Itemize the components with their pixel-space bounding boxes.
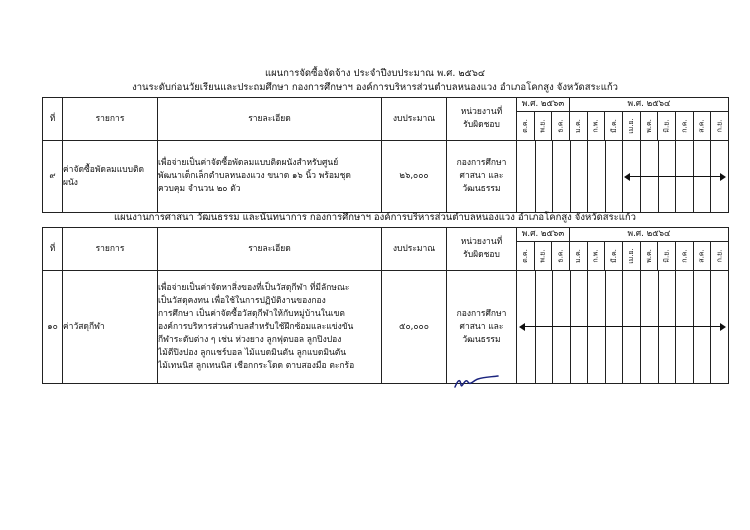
row-responsible-unit (447, 271, 517, 384)
row-detail-line: เป็นวัสดุคงทน เพื่อใช้ในการปฏิบัติงานของกอง (158, 295, 326, 306)
row-detail-line: เพื่อจ่ายเป็นค่าจัดหาสิ่งของที่เป็นวัสดุกีฬา ที่มีลักษณะ (158, 282, 350, 293)
month-label: ม.ค. (574, 248, 583, 263)
month-label: ส.ค. (697, 248, 706, 263)
table-row (43, 271, 729, 384)
month-header (640, 242, 658, 271)
row-number: ๙ (43, 141, 63, 213)
row-detail-line: ควบคุม จำนวน ๒๐ ตัว (158, 184, 241, 194)
header-detail: รายละเอียด (158, 98, 382, 141)
month-header (711, 242, 729, 271)
month-header (569, 112, 587, 141)
header-responsible-line: รับผิดชอบ (463, 120, 500, 130)
row-detail-line: องค์การบริหารส่วนตำบลสำหรับใช้ฝึกซ้อมและแข่งขัน (158, 321, 354, 332)
month-header (675, 112, 693, 141)
row-detail-line: กีฬาระดับต่าง ๆ เช่น ห่วงยาง ลูกฟุตบอล ลูกปิงปอง (158, 334, 342, 345)
procurement-table-2 (42, 227, 729, 384)
month-label: พ.ค. (644, 248, 653, 263)
month-label: ธ.ค. (556, 118, 565, 133)
month-header (622, 112, 640, 141)
month-header (693, 242, 711, 271)
month-gridline (587, 141, 588, 212)
header-year-2564: พ.ศ. ๒๕๖๔ (569, 228, 728, 242)
header-detail: รายละเอียด (158, 228, 382, 271)
row-item-line: ผนัง (63, 177, 78, 188)
header-year-2564: พ.ศ. ๒๕๖๔ (569, 98, 728, 112)
month-header (587, 242, 605, 271)
month-gridline (552, 141, 553, 212)
month-header (711, 112, 729, 141)
header-responsible (447, 228, 517, 271)
header-responsible-line: หน่วยงานที่ (460, 237, 503, 247)
month-label: ก.ค. (680, 248, 689, 263)
month-header (517, 112, 535, 141)
arrow-left-icon (624, 173, 630, 181)
header-responsible (447, 98, 517, 141)
month-label: พ.ค. (644, 118, 653, 133)
month-header (640, 112, 658, 141)
month-header (552, 242, 570, 271)
row-item-line: ค่าวัสดุกีฬา (63, 321, 105, 332)
month-label: มี.ค. (609, 248, 618, 263)
row-unit-line: กองการศึกษา (456, 308, 507, 319)
row-unit-line: วัฒนธรรม (462, 334, 501, 345)
month-gridline (605, 141, 606, 212)
month-label: มิ.ย. (662, 248, 671, 263)
header-responsible-line: รับผิดชอบ (463, 250, 500, 260)
header-no: ที่ (43, 98, 63, 141)
document-title: แผนการจัดซื้อจัดจ้าง ประจำปีงบประมาณ พ.ศ. ๒๕๖๔ (264, 68, 486, 79)
row-responsible-unit (447, 141, 517, 213)
month-label: พ.ย. (538, 248, 547, 263)
month-gridline (570, 141, 571, 212)
header-budget: งบประมาณ (382, 98, 447, 141)
signature-icon (452, 368, 502, 392)
timeline-arrow (624, 172, 725, 182)
month-label: มี.ค. (609, 118, 618, 133)
table-row (43, 141, 729, 213)
row-number: ๑๐ (43, 271, 63, 384)
section-1-title: งานระดับก่อนวัยเรียนและประถมศึกษา กองการศึกษาฯ องค์การบริหารส่วนตำบลหนองแวง อำเภอโคกสูง จังหวัดสระแก้ว (132, 82, 618, 93)
row-detail-line: พัฒนาเด็กเล็กตำบลหนองแวง ขนาด ๑๖ นิ้ว พร้อมชุด (158, 171, 351, 181)
month-gridline (622, 141, 623, 212)
header-no: ที่ (43, 228, 63, 271)
month-label: ก.พ. (591, 248, 600, 263)
row-item (63, 271, 158, 384)
month-header (605, 112, 623, 141)
header-year-2563: พ.ศ. ๒๕๖๓ (517, 98, 570, 112)
month-label: ก.พ. (591, 118, 600, 133)
month-header (605, 242, 623, 271)
month-label: ก.ย. (715, 119, 724, 132)
row-detail-line: เพื่อจ่ายเป็นค่าจัดซื้อพัดลมแบบติดผนังสำหรับศูนย์ (158, 158, 339, 168)
month-label: เม.ย. (627, 247, 636, 264)
section-2-title: แผนงานการศาสนา วัฒนธรรม และนันทนาการ กองการศึกษาฯ องค์การบริหารส่วนตำบลหนองแวง อำเภอโคกสูง จังหวัดสระแก้ว (114, 212, 636, 223)
arrow-left-icon (519, 323, 525, 331)
header-budget: งบประมาณ (382, 228, 447, 271)
month-label: ต.ค. (521, 248, 530, 263)
month-header (534, 112, 552, 141)
arrow-line (627, 176, 722, 177)
row-item-line: ค่าจัดซื้อพัดลมแบบติด (63, 164, 145, 175)
row-detail-line: การศึกษา เป็นค่าจัดซื้อวัสดุกีฬาให้กับหมู่บ้านในเขต (158, 308, 345, 319)
month-header (517, 242, 535, 271)
month-label: ก.ย. (715, 249, 724, 262)
procurement-table-1 (42, 97, 729, 213)
month-label: ม.ค. (574, 118, 583, 133)
month-label: เม.ย. (627, 117, 636, 134)
header-item: รายการ (63, 98, 158, 141)
month-label: ต.ค. (521, 118, 530, 133)
row-item (63, 141, 158, 213)
month-header (534, 242, 552, 271)
row-detail-line: ไม้เทนนิส ลูกเทนนิส เชือกกระโดด ตาบสองมือ ตะกร้อ (158, 360, 355, 371)
timeline-area (517, 271, 729, 384)
arrow-right-icon (720, 173, 726, 181)
month-header (693, 112, 711, 141)
month-header (675, 242, 693, 271)
month-label: พ.ย. (538, 118, 547, 133)
month-header (658, 112, 676, 141)
row-unit-line: กองการศึกษา (456, 158, 507, 168)
timeline-area (517, 141, 729, 213)
month-gridline (535, 141, 536, 212)
row-detail (158, 271, 382, 384)
month-label: มิ.ย. (662, 118, 671, 133)
month-label: ธ.ค. (556, 248, 565, 263)
month-header (658, 242, 676, 271)
arrow-right-icon (720, 323, 726, 331)
header-item: รายการ (63, 228, 158, 271)
month-label: ก.ค. (680, 118, 689, 133)
header-year-2563: พ.ศ. ๒๕๖๓ (517, 228, 570, 242)
row-unit-line: ศาสนา และ (459, 171, 504, 181)
row-unit-line: ศาสนา และ (459, 321, 504, 332)
row-budget: ๒๖,๐๐๐ (382, 141, 447, 213)
header-responsible-line: หน่วยงานที่ (460, 107, 503, 117)
timeline-arrow (519, 322, 726, 332)
arrow-line (522, 326, 723, 327)
row-unit-line: วัฒนธรรม (462, 184, 501, 194)
month-header (569, 242, 587, 271)
month-header (587, 112, 605, 141)
month-header (552, 112, 570, 141)
row-budget: ๕๐,๐๐๐ (382, 271, 447, 384)
row-detail-line: ไม้ตีปิงปอง ลูกแชร์บอล ไม้แบดมินตัน ลูกแบดมินตัน (158, 347, 347, 358)
month-header (622, 242, 640, 271)
row-detail (158, 141, 382, 213)
month-label: ส.ค. (697, 118, 706, 133)
